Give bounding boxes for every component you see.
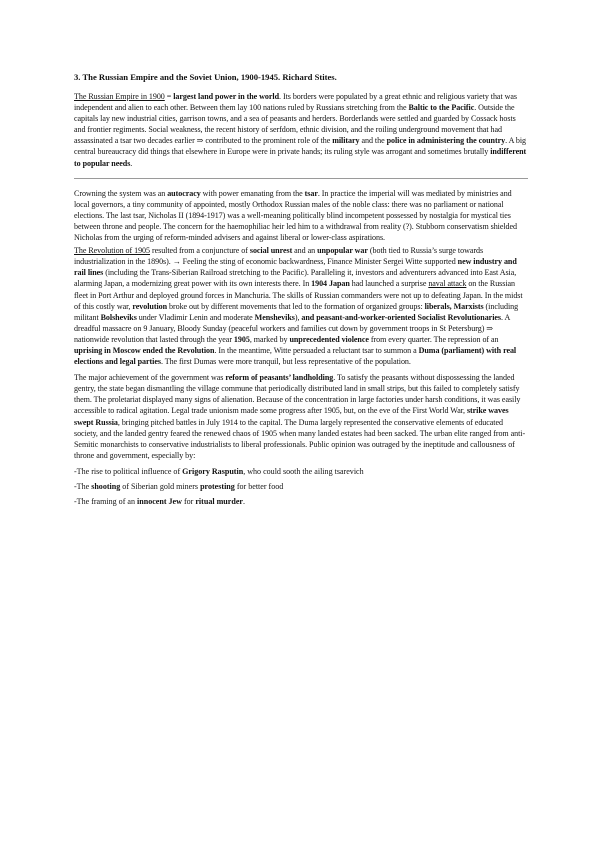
bold-term: unprecedented violence	[289, 334, 369, 344]
underlined-heading: The Russian Empire in 1900	[74, 92, 165, 101]
bold-term: military	[332, 136, 360, 146]
bold-term: Bolsheviks	[100, 312, 137, 322]
section-divider	[74, 178, 528, 179]
list-item: -The framing of an innocent Jew for ritual murder.	[74, 497, 245, 507]
bold-term: 1905	[233, 334, 250, 344]
paragraph-peasant-reform: The major achievement of the government was reform of peasants’ landholding. To satisfy the peasants without dispossessing the landed gentry, the state began dismantling the village commune that periodically distributed land in small strips, but this failed to completely satisfy them. The proletariat displayed many signs of alienation. Because of the concentration in large factories under harsh conditions, it was easily accessible to radical agitation. Legal trade unionism made some progress after 1905, but, on the eve of the First World War, strike waves swept Russia, bringing pitched battles in July 1914 to the capital. The Duma largely represented the conservative elements of educated society, and the landed gentry feared the renewed chaos of 1905 when many landed estates had been sacked. The urban elite ranged from anti-Semitic monarchists to conservative industrialists to liberal professionals. Public opinion was outraged by the ineptitude and callousness of throne and government, especially by:	[74, 373, 526, 460]
bold-term: police in administering the country	[386, 136, 506, 146]
bold-term: strike waves swept Russia	[74, 406, 509, 427]
bold-term: unpopular war	[317, 246, 368, 256]
bold-term: innocent Jew	[137, 497, 182, 507]
paragraph-revolution-1905: The Revolution of 1905 resulted from a conjuncture of social unrest and an unpopular war (both tied to Russia’s surge towards industrialization in the 1890s). → Feeling the sting of economic backwardness, Finance Minister Sergei Witte supported new industry and rail lines (including the Trans-Siberian Railroad stretching to the Pacific). Paralleling it, investors and adventurers advanced into East Asia, alarming Japan, a modernizing great power with its own interests there. In 1904 Japan had launched a surprise naval attack on the Russian fleet in Port Arthur and deployed ground forces in Manchuria. The skills of Russian commanders were not up to defeating Japan. In the midst of this costly war, revolution broke out by different movements that led to the formation of organized groups: liberals, Marxists (including militant Bolsheviks under Vladimir Lenin and moderate Mensheviks), and peasant-and-worker-oriented Socialist Revolutionaries. A dreadful massacre on 9 January, Bloody Sunday (peaceful workers and families cut down by government troops in St Petersburg) ⇒ nationwide revolution that lasted through the year 1905, marked by unprecedented violence from every quarter. The repression of an uprising in Moscow ended the Revolution. In the meantime, Witte persuaded a reluctant tsar to summon a Duma (parliament) with real elections and legal parties. The first Dumas were more tranquil, but less representative of the population.	[74, 246, 523, 367]
bold-term: liberals, Marxists	[424, 301, 484, 311]
bold-term: autocracy	[167, 188, 201, 198]
bold-term: ritual murder	[195, 497, 243, 507]
bold-term: largest land power in the world	[173, 92, 280, 101]
bold-term: Grigory Rasputin	[182, 466, 244, 476]
bold-term: uprising in Moscow ended the Revolution	[74, 345, 215, 355]
bold-term: protesting	[200, 482, 235, 491]
paragraph-autocracy: Crowning the system was an autocracy with power emanating from the tsar. In practice the imperial will was mediated by ministries and local governors, a tiny community of appointed, mostly Orthodox Russian males of the noble class: there was no parliament or national elections. The last tsar, Nicholas II (1894-1917) was a well-meaning politically blind incompetent possessed by nostalgia for mystical ties between throne and people. The concern for the haemophiliac heir led him to a withdrawal from reality (?). Stubborn conservatism shielded Nicholas from the urging of reform-minded advisers and against liberal or lower-class aspirations.	[74, 188, 518, 243]
bold-term: social unrest	[249, 246, 293, 256]
bold-term: Duma (parliament) with real elections and legal parties	[74, 345, 517, 367]
paragraph-russian-empire-1900: The Russian Empire in 1900 = largest land power in the world. Its borders were populated by a great ethnic and religious variety that was independent and alien to each other. Between them lay 100 nations ruled by Russians stretching from the Baltic to the Pacific. Outside the capitals lay new industrial cities, garrison towns, and a sea of peasants and herders. Borderlands were settled and guarded by Cossack hosts and frontier regiments. Social weakness, the recent history of serfdom, ethnic division, and the roiling underground movement that had assassinated a tsar two decades earlier ⇒ contributed to the prominent role of the military and the police in administering the country. A big central bureaucracy did things that elsewhere in Europe were in private hands; its ruling style was arrogant and sometimes brutally indifferent to popular needs.	[74, 92, 527, 168]
section-title: 3. The Russian Empire and the Soviet Union, 1900-1945. Richard Stites.	[74, 72, 337, 82]
list-item: -The shooting of Siberian gold miners protesting for better food	[74, 482, 284, 491]
bold-term: 1904 Japan	[311, 279, 350, 289]
list-item: -The rise to political influence of Grigory Rasputin, who could sooth the ailing tsarevich	[74, 466, 364, 476]
bold-term: shooting	[91, 482, 121, 491]
document-page	[74, 72, 528, 511]
bold-term: and peasant-and-worker-oriented Socialist Revolutionaries	[301, 312, 501, 322]
bold-term: revolution	[132, 301, 168, 311]
bold-term: tsar	[304, 188, 318, 198]
bold-term: Mensheviks	[254, 312, 295, 322]
underlined-term: naval attack	[428, 279, 467, 289]
bold-term: reform of peasants’ landholding	[225, 373, 334, 383]
underlined-heading: The Revolution of 1905	[74, 246, 151, 256]
bold-term: indifferent to popular needs	[74, 147, 527, 168]
bold-term: Baltic to the Pacific	[408, 103, 475, 113]
bold-term: new industry and rail lines	[74, 257, 517, 278]
